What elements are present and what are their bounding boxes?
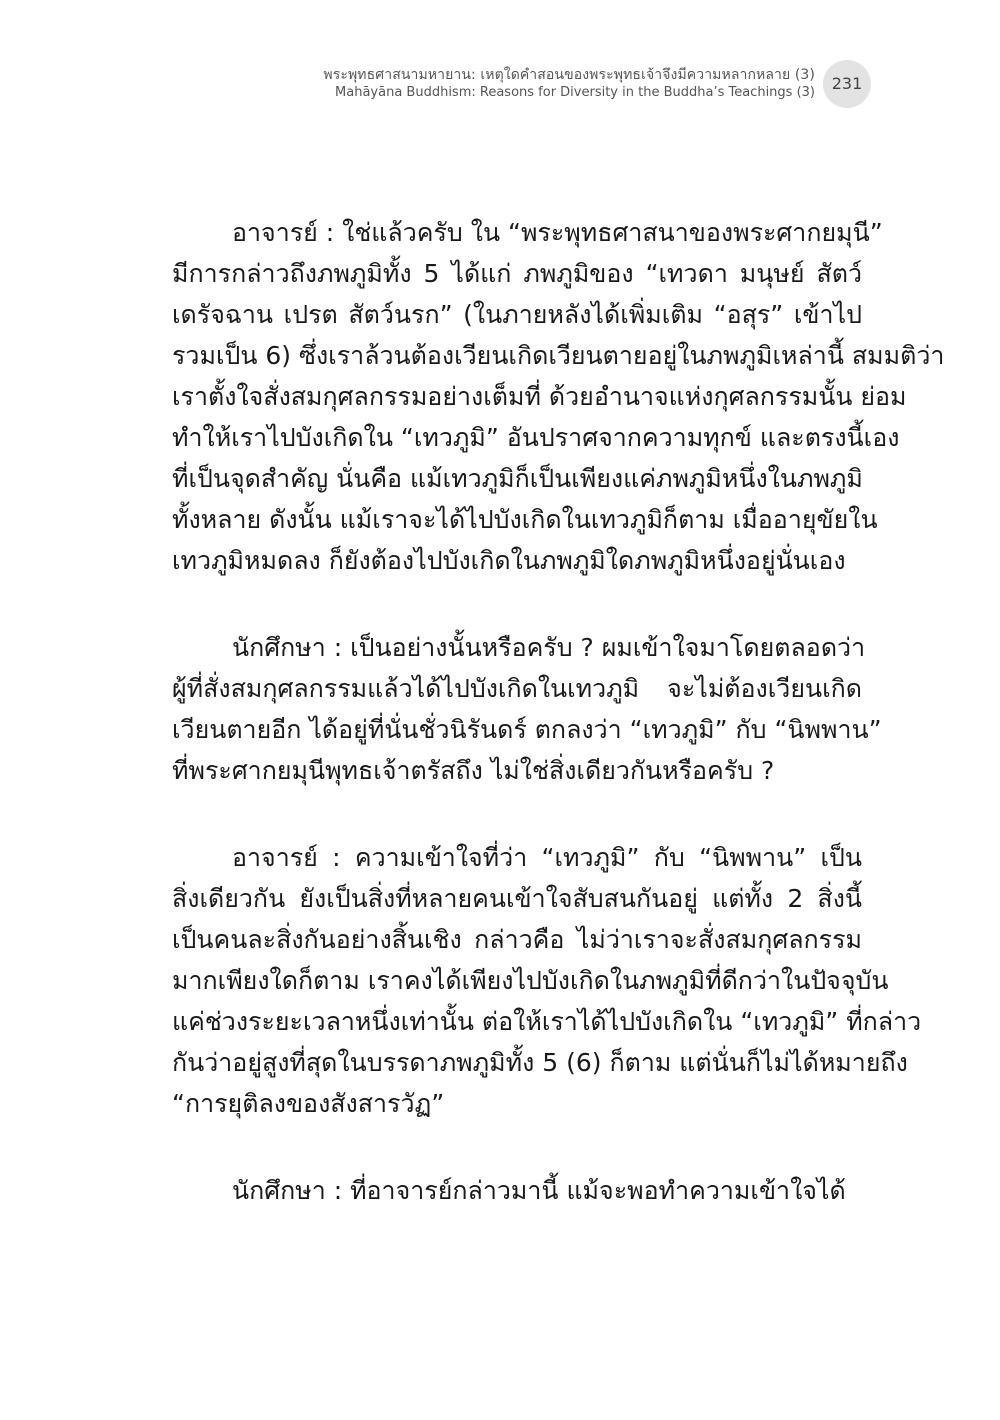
text-line: เดรัจฉาน เปรต สัตว์นรก” (ในภายหลังได้เพิ่มเติม “อสุร” เข้าไป bbox=[172, 300, 862, 329]
text-line: ผู้ที่สั่งสมกุศลกรรมแล้วได้ไปบังเกิดในเทวภูมิ จะไม่ต้องเวียนเกิด bbox=[172, 674, 862, 703]
text-line: เราตั้งใจสั่งสมกุศลกรรมอย่างเต็มที่ ด้วยอำนาจแห่งกุศลกรรมนั้น ย่อม bbox=[172, 382, 907, 411]
text-line: อาจารย์ : ใช่แล้วครับ ใน “พระพุทธศาสนาของพระศากยมุนี” bbox=[232, 218, 883, 247]
text-line: “การยุติลงของสังสารวัฏ” bbox=[172, 1089, 445, 1118]
header-title-english: Mahāyāna Buddhism: Reasons for Diversity in the Buddha’s Teachings (3) bbox=[335, 85, 815, 100]
text-line: เป็นคนละสิ่งกันอย่างสิ้นเชิง กล่าวคือ ไม่ว่าเราจะสั่งสมกุศลกรรม bbox=[172, 925, 862, 954]
text-line: กันว่าอยู่สูงที่สุดในบรรดาภพภูมิทั้ง 5 (6) ก็ตาม แต่นั่นก็ไม่ได้หมายถึง bbox=[172, 1048, 908, 1077]
text-line: ทั้งหลาย ดังนั้น แม้เราจะได้ไปบังเกิดในเทวภูมิก็ตาม เมื่ออายุขัยใน bbox=[172, 505, 878, 534]
text-line: รวมเป็น 6) ซึ่งเราล้วนต้องเวียนเกิดเวียนตายอยู่ในภพภูมิเหล่านี้ สมมติว่า bbox=[172, 341, 945, 370]
text-line: สิ่งเดียวกัน ยังเป็นสิ่งที่หลายคนเข้าใจสับสนกันอยู่ แต่ทั้ง 2 สิ่งนี้ bbox=[172, 884, 862, 913]
text-line: มากเพียงใดก็ตาม เราคงได้เพียงไปบังเกิดในภพภูมิที่ดีกว่าในปัจจุบัน bbox=[172, 966, 889, 995]
text-line: แค่ช่วงระยะเวลาหนึ่งเท่านั้น ต่อให้เราได้ไปบังเกิดใน “เทวภูมิ” ที่กล่าว bbox=[172, 1007, 922, 1036]
text-line: มีการกล่าวถึงภพภูมิทั้ง 5 ได้แก่ ภพภูมิของ “เทวดา มนุษย์ สัตว์ bbox=[172, 259, 862, 288]
text-line: นักศึกษา : เป็นอย่างนั้นหรือครับ ? ผมเข้าใจมาโดยตลอดว่า bbox=[232, 633, 866, 662]
paragraph-teacher-1 bbox=[172, 212, 945, 581]
running-header bbox=[323, 66, 815, 102]
paragraph-student-2 bbox=[172, 1170, 862, 1211]
body-text bbox=[172, 212, 945, 1257]
page-number-badge: 231 bbox=[823, 60, 871, 108]
header-title-thai: พระพุทธศาสนามหายาน: เหตุใดคำสอนของพระพุทธเจ้าจึงมีความหลากหลาย (3) bbox=[323, 67, 815, 83]
text-line: อาจารย์ : ความเข้าใจที่ว่า “เทวภูมิ” กับ “นิพพาน” เป็น bbox=[232, 843, 862, 872]
paragraph-student-1 bbox=[172, 627, 882, 791]
text-line: ที่เป็นจุดสำคัญ นั่นคือ แม้เทวภูมิก็เป็นเพียงแค่ภพภูมิหนึ่งในภพภูมิ bbox=[172, 464, 863, 493]
text-line: เวียนตายอีก ได้อยู่ที่นั่นชั่วนิรันดร์ ตกลงว่า “เทวภูมิ” กับ “นิพพาน” bbox=[172, 715, 882, 744]
paragraph-teacher-2 bbox=[172, 837, 922, 1124]
text-line: เทวภูมิหมดลง ก็ยังต้องไปบังเกิดในภพภูมิใดภพภูมิหนึ่งอยู่นั่นเอง bbox=[172, 546, 846, 575]
text-line: ทำให้เราไปบังเกิดใน “เทวภูมิ” อันปราศจากความทุกข์ และตรงนี้เอง bbox=[172, 423, 900, 452]
text-line: ที่พระศากยมุนีพุทธเจ้าตรัสถึง ไม่ใช่สิ่งเดียวกันหรือครับ ? bbox=[172, 756, 775, 785]
text-line: นักศึกษา : ที่อาจารย์กล่าวมานี้ แม้จะพอทำความเข้าใจได้ bbox=[232, 1176, 846, 1205]
